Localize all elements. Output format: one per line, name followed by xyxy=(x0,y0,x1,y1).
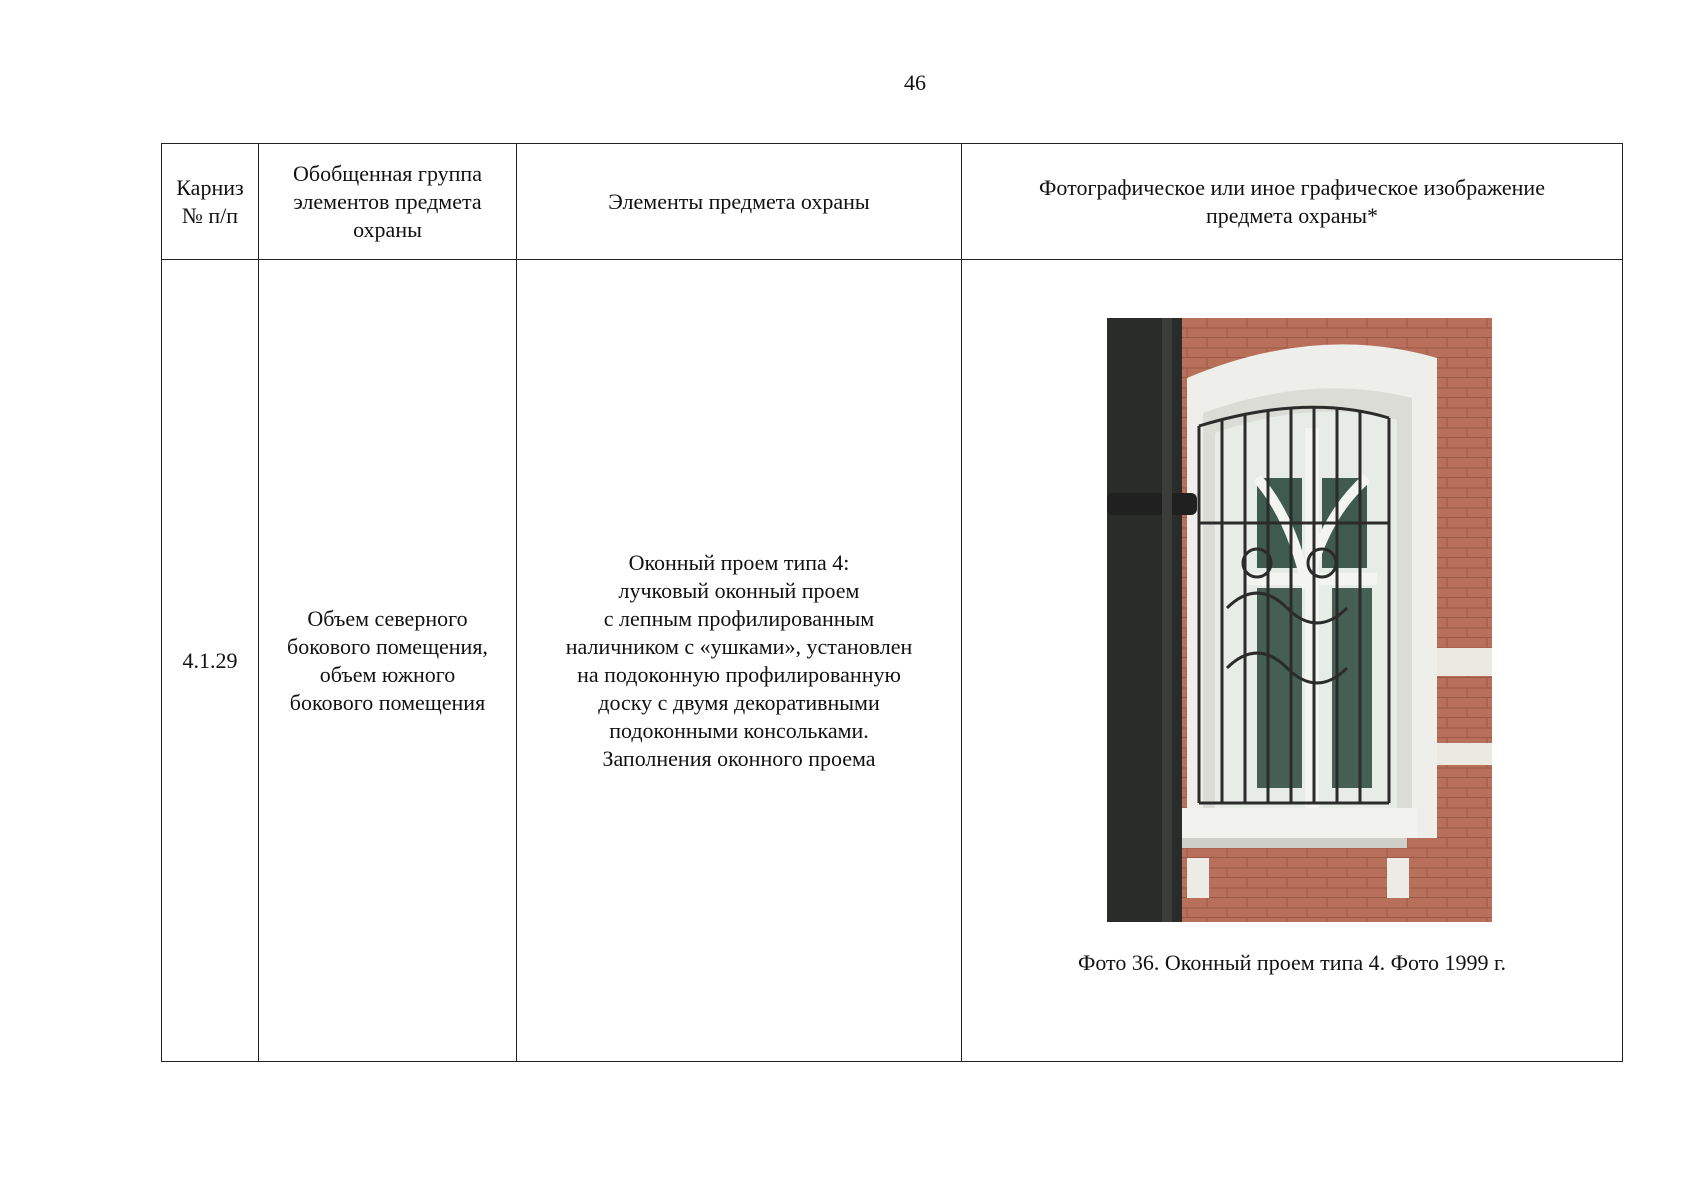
header-group: Обобщенная группа элементов предмета охраны xyxy=(259,144,517,260)
row-elements: Оконный проем типа 4: лучковый оконный проем с лепным профилированным наличником с «ушками», установлен на подоконную профилированную доску с двумя декоративными подоконными консольками. Заполнения оконного проема xyxy=(517,260,962,1062)
table-header-row xyxy=(162,144,1623,260)
table-row xyxy=(162,260,1623,1062)
header-number: Карниз № п/п xyxy=(162,144,259,260)
row-number: 4.1.29 xyxy=(162,260,259,1062)
row-group: Объем северного бокового помещения, объем южного бокового помещения xyxy=(259,260,517,1062)
header-image: Фотографическое или иное графическое изображение предмета охраны* xyxy=(962,144,1623,260)
window-photo xyxy=(1107,318,1492,922)
window-photo-image xyxy=(1107,318,1492,922)
row-image-cell xyxy=(962,260,1623,1062)
page-number: 46 xyxy=(904,70,926,95)
photo-caption: Фото 36. Оконный проем типа 4. Фото 1999 г. xyxy=(1077,949,1507,975)
protection-table xyxy=(161,143,1623,1062)
header-elements: Элементы предмета охраны xyxy=(517,144,962,260)
